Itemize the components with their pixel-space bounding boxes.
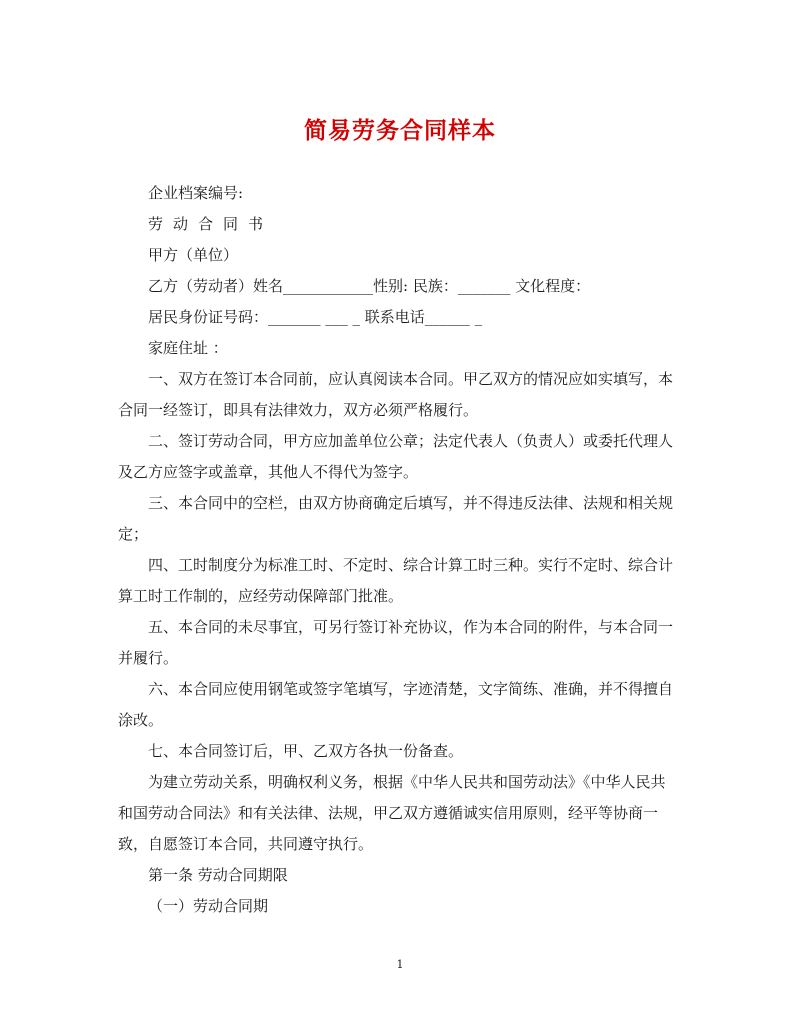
- document-body: [118, 178, 678, 922]
- clause-4: 四、工时制度分为标准工时、不定时、综合计算工时三种。实行不定时、综合计算工时工作制的，应经劳动保障部门批准。: [118, 556, 674, 605]
- party-b-line: 乙方（劳动者）姓名____________性别: 民族：_______ 文化程度：: [148, 277, 591, 295]
- contract-book-heading: 劳动合同书: [148, 215, 274, 233]
- clause-6: 六、本合同应使用钢笔或签字笔填写，字迹清楚，文字简练、准确，并不得擅自涂改。: [118, 680, 674, 729]
- file-number-line: 企业档案编号:: [148, 184, 244, 202]
- preamble-paragraph: 为建立劳动关系，明确权利义务，根据《中华人民共和国劳动法》《中华人民共和国劳动合同法》和有关法律、法规，甲乙双方遵循诚实信用原则，经平等协商一致，自愿签订本合同，共同遵守执行。: [118, 773, 666, 853]
- clause-1: 一、双方在签订本合同前，应认真阅读本合同。甲乙双方的情况应如实填写，本合同一经签订，即具有法律效力，双方必须严格履行。: [118, 370, 674, 419]
- clause-7: 七、本合同签订后，甲、乙双方各执一份备查。: [148, 742, 464, 760]
- page-number: 1: [396, 958, 404, 971]
- clause-2: 二、签订劳动合同，甲方应加盖单位公章；法定代表人（负责人）或委托代理人及乙方应签字或盖章，其他人不得代为签字。: [118, 432, 674, 481]
- article-1-subheading: （一）劳动合同期: [148, 897, 269, 915]
- clause-3: 三、本合同中的空栏，由双方协商确定后填写，并不得违反法律、法规和相关规定；: [118, 494, 674, 543]
- address-line: 家庭住址 ：: [148, 339, 228, 357]
- party-a-line: 甲方（单位）: [148, 246, 239, 264]
- clause-5: 五、本合同的未尽事宜，可另行签订补充协议，作为本合同的附件，与本合同一并履行。: [118, 618, 674, 667]
- article-1-heading: 第一条 劳动合同期限: [148, 866, 288, 884]
- document-title: 简易劳务合同样本: [304, 117, 496, 144]
- id-phone-line: 居民身份证号码：_______ ___ _ 联系电话______ _: [148, 308, 483, 326]
